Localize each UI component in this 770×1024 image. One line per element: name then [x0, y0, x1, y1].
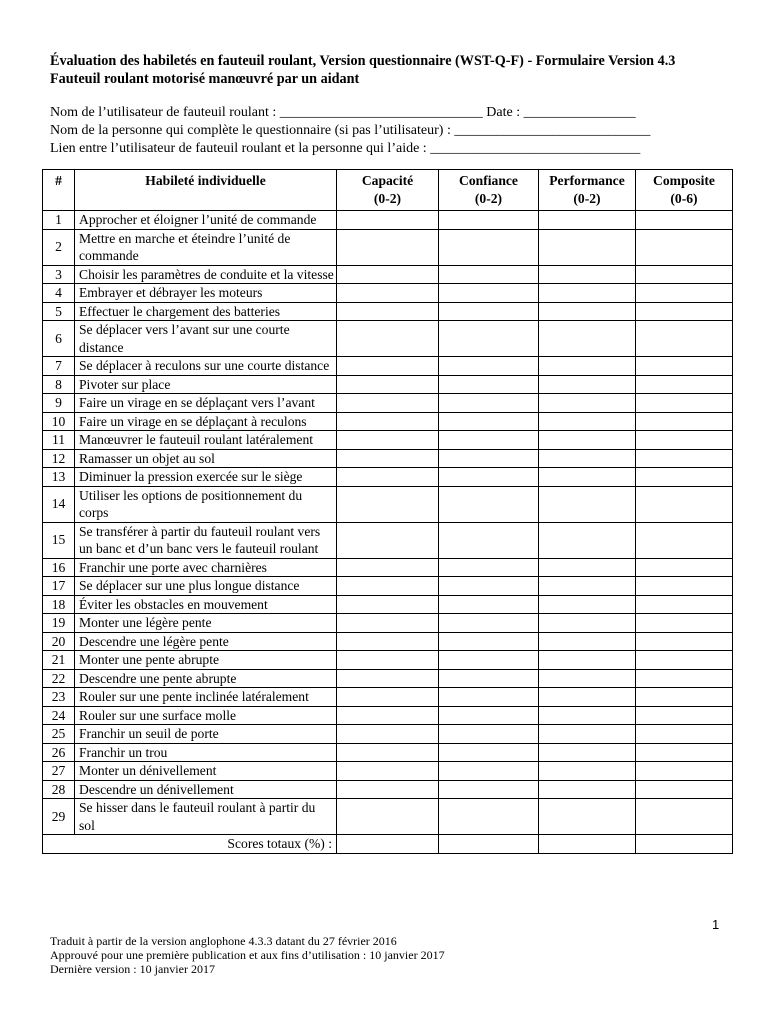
composite-score-cell[interactable] [636, 595, 733, 614]
performance-score-cell[interactable] [539, 632, 636, 651]
row-number: 23 [43, 688, 75, 707]
performance-score-cell[interactable] [539, 669, 636, 688]
performance-score-cell[interactable] [539, 743, 636, 762]
row-number: 17 [43, 577, 75, 596]
capacity-score-cell[interactable] [337, 762, 439, 781]
row-number: 14 [43, 486, 75, 522]
confidence-score-cell[interactable] [439, 706, 539, 725]
confidence-score-cell[interactable] [439, 394, 539, 413]
capacity-score-cell[interactable] [337, 743, 439, 762]
table-row [43, 595, 733, 614]
performance-score-cell[interactable] [539, 780, 636, 799]
confidence-score-cell[interactable] [439, 669, 539, 688]
table-header-row [43, 170, 733, 211]
confidence-score-cell[interactable] [439, 468, 539, 487]
confidence-score-cell[interactable] [439, 725, 539, 744]
row-number: 9 [43, 394, 75, 413]
skill-label: Monter un dénivellement [75, 762, 337, 781]
row-number: 13 [43, 468, 75, 487]
table-row [43, 431, 733, 450]
form-title [50, 52, 675, 88]
total-confidence-cell[interactable] [439, 835, 539, 854]
performance-score-cell[interactable] [539, 431, 636, 450]
composite-score-cell[interactable] [636, 265, 733, 284]
composite-score-cell[interactable] [636, 431, 733, 450]
performance-score-cell[interactable] [539, 375, 636, 394]
totals-label: Scores totaux (%) : [43, 835, 337, 854]
confidence-score-cell[interactable] [439, 321, 539, 357]
table-row [43, 632, 733, 651]
skills-table [42, 169, 733, 854]
skill-label: Manœuvrer le fauteuil roulant latéralement [75, 431, 337, 450]
confidence-score-cell[interactable] [439, 357, 539, 376]
composite-score-cell[interactable] [636, 577, 733, 596]
composite-score-cell[interactable] [636, 743, 733, 762]
capacity-score-cell[interactable] [337, 632, 439, 651]
table-row [43, 302, 733, 321]
composite-score-cell[interactable] [636, 688, 733, 707]
confidence-score-cell[interactable] [439, 558, 539, 577]
performance-score-cell[interactable] [539, 468, 636, 487]
header-composite: Composite (0-6) [636, 170, 733, 211]
capacity-score-cell[interactable] [337, 449, 439, 468]
skill-label: Pivoter sur place [75, 375, 337, 394]
table-row [43, 651, 733, 670]
confidence-score-cell[interactable] [439, 431, 539, 450]
composite-score-cell[interactable] [636, 725, 733, 744]
table-row [43, 486, 733, 522]
totals-row [43, 835, 733, 854]
skill-label: Franchir un seuil de porte [75, 725, 337, 744]
table-row [43, 743, 733, 762]
table-row [43, 357, 733, 376]
composite-score-cell[interactable] [636, 558, 733, 577]
capacity-score-cell[interactable] [337, 431, 439, 450]
composite-score-cell[interactable] [636, 375, 733, 394]
performance-score-cell[interactable] [539, 688, 636, 707]
row-number: 21 [43, 651, 75, 670]
footer [50, 934, 445, 976]
capacity-score-cell[interactable] [337, 375, 439, 394]
capacity-score-cell[interactable] [337, 780, 439, 799]
page-number: 1 [712, 917, 720, 932]
skill-label: Se transférer à partir du fauteuil roulant vers un banc et d’un banc vers le fauteuil roulant [75, 522, 337, 558]
row-number: 27 [43, 762, 75, 781]
skill-label: Franchir un trou [75, 743, 337, 762]
capacity-score-cell[interactable] [337, 669, 439, 688]
composite-score-cell[interactable] [636, 284, 733, 303]
capacity-score-cell[interactable] [337, 522, 439, 558]
skill-label: Utiliser les options de positionnement du corps [75, 486, 337, 522]
capacity-score-cell[interactable] [337, 321, 439, 357]
performance-score-cell[interactable] [539, 284, 636, 303]
footer-line-1: Traduit à partir de la version anglophone 4.3.3 datant du 27 février 2016 [50, 934, 397, 948]
table-row [43, 321, 733, 357]
confidence-score-cell[interactable] [439, 799, 539, 835]
skill-label: Se déplacer vers l’avant sur une courte distance [75, 321, 337, 357]
row-number: 6 [43, 321, 75, 357]
performance-score-cell[interactable] [539, 522, 636, 558]
capacity-score-cell[interactable] [337, 614, 439, 633]
skill-label: Effectuer le chargement des batteries [75, 302, 337, 321]
table-row [43, 706, 733, 725]
confidence-score-cell[interactable] [439, 449, 539, 468]
composite-score-cell[interactable] [636, 394, 733, 413]
header-capacity: Capacité (0-2) [337, 170, 439, 211]
performance-score-cell[interactable] [539, 412, 636, 431]
row-number: 22 [43, 669, 75, 688]
confidence-score-cell[interactable] [439, 743, 539, 762]
user-name-field[interactable]: Nom de l’utilisateur de fauteuil roulant : _____________________________ Date : ________________ [50, 105, 636, 120]
composite-score-cell[interactable] [636, 799, 733, 835]
row-number: 19 [43, 614, 75, 633]
performance-score-cell[interactable] [539, 449, 636, 468]
row-number: 4 [43, 284, 75, 303]
header-confidence: Confiance (0-2) [439, 170, 539, 211]
header-performance: Performance (0-2) [539, 170, 636, 211]
table-row [43, 211, 733, 230]
skill-label: Descendre un dénivellement [75, 780, 337, 799]
capacity-score-cell[interactable] [337, 229, 439, 265]
capacity-score-cell[interactable] [337, 284, 439, 303]
skill-label: Monter une pente abrupte [75, 651, 337, 670]
table-row [43, 799, 733, 835]
performance-score-cell[interactable] [539, 211, 636, 230]
performance-score-cell[interactable] [539, 558, 636, 577]
performance-score-cell[interactable] [539, 614, 636, 633]
composite-score-cell[interactable] [636, 669, 733, 688]
table-row [43, 725, 733, 744]
performance-score-cell[interactable] [539, 486, 636, 522]
skill-label: Rouler sur une pente inclinée latéralement [75, 688, 337, 707]
total-composite-cell[interactable] [636, 835, 733, 854]
performance-score-cell[interactable] [539, 762, 636, 781]
performance-score-cell[interactable] [539, 229, 636, 265]
composite-score-cell[interactable] [636, 706, 733, 725]
skill-label: Se déplacer à reculons sur une courte distance [75, 357, 337, 376]
skill-label: Faire un virage en se déplaçant vers l’avant [75, 394, 337, 413]
table-row [43, 375, 733, 394]
skill-label: Se déplacer sur une plus longue distance [75, 577, 337, 596]
composite-score-cell[interactable] [636, 449, 733, 468]
row-number: 25 [43, 725, 75, 744]
row-number: 10 [43, 412, 75, 431]
skill-label: Ramasser un objet au sol [75, 449, 337, 468]
header-skill: Habileté individuelle [75, 170, 337, 211]
confidence-score-cell[interactable] [439, 211, 539, 230]
skill-label: Faire un virage en se déplaçant à reculons [75, 412, 337, 431]
performance-score-cell[interactable] [539, 265, 636, 284]
table-row [43, 577, 733, 596]
composite-score-cell[interactable] [636, 412, 733, 431]
composite-score-cell[interactable] [636, 632, 733, 651]
table-row [43, 394, 733, 413]
total-performance-cell[interactable] [539, 835, 636, 854]
row-number: 3 [43, 265, 75, 284]
row-number: 20 [43, 632, 75, 651]
confidence-score-cell[interactable] [439, 522, 539, 558]
composite-score-cell[interactable] [636, 762, 733, 781]
confidence-score-cell[interactable] [439, 577, 539, 596]
table-row [43, 412, 733, 431]
confidence-score-cell[interactable] [439, 780, 539, 799]
capacity-score-cell[interactable] [337, 651, 439, 670]
table-row [43, 669, 733, 688]
composite-score-cell[interactable] [636, 780, 733, 799]
capacity-score-cell[interactable] [337, 412, 439, 431]
skill-label: Rouler sur une surface molle [75, 706, 337, 725]
skill-label: Diminuer la pression exercée sur le siège [75, 468, 337, 487]
composite-score-cell[interactable] [636, 357, 733, 376]
capacity-score-cell[interactable] [337, 799, 439, 835]
table-row [43, 468, 733, 487]
completer-name-field[interactable]: Nom de la personne qui complète le questionnaire (si pas l’utilisateur) : ____________________________ [50, 123, 651, 138]
confidence-score-cell[interactable] [439, 375, 539, 394]
skill-label: Monter une légère pente [75, 614, 337, 633]
row-number: 7 [43, 357, 75, 376]
composite-score-cell[interactable] [636, 211, 733, 230]
skill-label: Franchir une porte avec charnières [75, 558, 337, 577]
capacity-score-cell[interactable] [337, 688, 439, 707]
skill-label: Descendre une pente abrupte [75, 669, 337, 688]
confidence-score-cell[interactable] [439, 688, 539, 707]
table-row [43, 688, 733, 707]
capacity-score-cell[interactable] [337, 486, 439, 522]
title-line-1: Évaluation des habiletés en fauteuil roulant, Version questionnaire (WST-Q-F) - Formulaire Version 4.3 [50, 53, 676, 69]
skill-label: Mettre en marche et éteindre l’unité de commande [75, 229, 337, 265]
composite-score-cell[interactable] [636, 302, 733, 321]
capacity-score-cell[interactable] [337, 468, 439, 487]
skill-label: Éviter les obstacles en mouvement [75, 595, 337, 614]
row-number: 15 [43, 522, 75, 558]
row-number: 5 [43, 302, 75, 321]
identification-fields [50, 104, 650, 158]
footer-line-3: Dernière version : 10 janvier 2017 [50, 962, 215, 976]
table-row [43, 762, 733, 781]
capacity-score-cell[interactable] [337, 558, 439, 577]
confidence-score-cell[interactable] [439, 229, 539, 265]
performance-score-cell[interactable] [539, 394, 636, 413]
confidence-score-cell[interactable] [439, 486, 539, 522]
capacity-score-cell[interactable] [337, 302, 439, 321]
capacity-score-cell[interactable] [337, 394, 439, 413]
capacity-score-cell[interactable] [337, 265, 439, 284]
composite-score-cell[interactable] [636, 614, 733, 633]
performance-score-cell[interactable] [539, 725, 636, 744]
row-number: 8 [43, 375, 75, 394]
composite-score-cell[interactable] [636, 522, 733, 558]
capacity-score-cell[interactable] [337, 211, 439, 230]
row-number: 29 [43, 799, 75, 835]
confidence-score-cell[interactable] [439, 632, 539, 651]
skill-label: Approcher et éloigner l’unité de commande [75, 211, 337, 230]
capacity-score-cell[interactable] [337, 706, 439, 725]
performance-score-cell[interactable] [539, 577, 636, 596]
table-row [43, 614, 733, 633]
composite-score-cell[interactable] [636, 468, 733, 487]
composite-score-cell[interactable] [636, 229, 733, 265]
table-row [43, 558, 733, 577]
total-capacity-cell[interactable] [337, 835, 439, 854]
row-number: 24 [43, 706, 75, 725]
table-row [43, 284, 733, 303]
confidence-score-cell[interactable] [439, 614, 539, 633]
performance-score-cell[interactable] [539, 651, 636, 670]
title-line-2: Fauteuil roulant motorisé manœuvré par un aidant [50, 71, 360, 87]
table-row [43, 265, 733, 284]
skill-label: Descendre une légère pente [75, 632, 337, 651]
table-row [43, 522, 733, 558]
row-number: 12 [43, 449, 75, 468]
skill-label: Se hisser dans le fauteuil roulant à partir du sol [75, 799, 337, 835]
capacity-score-cell[interactable] [337, 577, 439, 596]
performance-score-cell[interactable] [539, 595, 636, 614]
performance-score-cell[interactable] [539, 706, 636, 725]
confidence-score-cell[interactable] [439, 302, 539, 321]
confidence-score-cell[interactable] [439, 595, 539, 614]
row-number: 18 [43, 595, 75, 614]
row-number: 11 [43, 431, 75, 450]
composite-score-cell[interactable] [636, 321, 733, 357]
relationship-field[interactable]: Lien entre l’utilisateur de fauteuil roulant et la personne qui l’aide : ______________________________ [50, 141, 641, 156]
row-number: 16 [43, 558, 75, 577]
row-number: 2 [43, 229, 75, 265]
confidence-score-cell[interactable] [439, 284, 539, 303]
performance-score-cell[interactable] [539, 321, 636, 357]
performance-score-cell[interactable] [539, 799, 636, 835]
row-number: 26 [43, 743, 75, 762]
confidence-score-cell[interactable] [439, 651, 539, 670]
confidence-score-cell[interactable] [439, 412, 539, 431]
composite-score-cell[interactable] [636, 486, 733, 522]
footer-line-2: Approuvé pour une première publication et aux fins d’utilisation : 10 janvier 2017 [50, 948, 445, 962]
capacity-score-cell[interactable] [337, 357, 439, 376]
capacity-score-cell[interactable] [337, 595, 439, 614]
table-row [43, 449, 733, 468]
header-num: # [43, 170, 75, 211]
skill-label: Embrayer et débrayer les moteurs [75, 284, 337, 303]
confidence-score-cell[interactable] [439, 762, 539, 781]
table-row [43, 780, 733, 799]
performance-score-cell[interactable] [539, 357, 636, 376]
row-number: 1 [43, 211, 75, 230]
row-number: 28 [43, 780, 75, 799]
capacity-score-cell[interactable] [337, 725, 439, 744]
skill-label: Choisir les paramètres de conduite et la vitesse [75, 265, 337, 284]
table-row [43, 229, 733, 265]
composite-score-cell[interactable] [636, 651, 733, 670]
performance-score-cell[interactable] [539, 302, 636, 321]
confidence-score-cell[interactable] [439, 265, 539, 284]
